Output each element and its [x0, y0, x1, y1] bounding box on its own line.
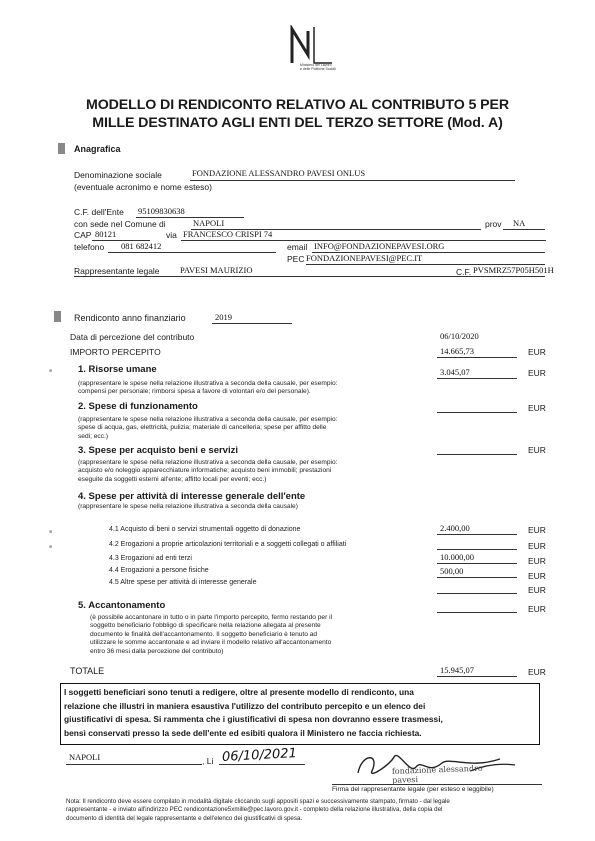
- via-field[interactable]: FRANCESCO CRISPI 74: [183, 229, 273, 239]
- sede-label: con sede nel Comune di: [74, 219, 166, 229]
- notice-line: I soggetti beneficiari sono tenuti a redigere, oltre al presente modello di rendiconto, una: [64, 687, 414, 697]
- currency-label: EUR: [528, 667, 546, 677]
- logo-line1: Ministero del Lavoro: [300, 63, 332, 67]
- s4-item-label: 4.3 Erogazioni ad enti terzi: [109, 555, 192, 562]
- s5-note-line: (è possibile accantonare in tutto o in parte l'importo percepito, fermo restando per il: [90, 614, 333, 621]
- anno-field[interactable]: 2019: [215, 312, 232, 322]
- anagrafica-heading: Anagrafica: [74, 144, 121, 154]
- title-line1: MODELLO DI RENDICONTO RELATIVO AL CONTRIBUTO 5 PER: [85, 97, 509, 113]
- date-field[interactable]: 06/10/2021: [221, 746, 298, 765]
- via-label: via: [166, 230, 177, 240]
- currency-label: EUR: [528, 541, 546, 551]
- s1-note: [78, 380, 338, 397]
- importo-label: IMPORTO PERCEPITO: [70, 347, 161, 357]
- footer-line: Nota: Il rendiconto deve essere compilato in modalità digitale cliccando sugli appositi spazi e successivamente stampato, firmato - dal legale: [66, 798, 450, 805]
- prov-label: prov: [485, 219, 502, 229]
- s1-note-line: (rappresentare le spese nella relazione illustrativa a seconda della causale, per esempio:: [78, 380, 338, 387]
- s4-item-field[interactable]: 2.400,00: [440, 523, 470, 533]
- currency-label: EUR: [528, 525, 546, 535]
- telefono-label: telefono: [74, 242, 105, 252]
- s3-note-line: eseguite da soggetti esterni all'ente; affitto locali per eventi; ecc.): [78, 475, 267, 483]
- s3-note: [78, 459, 338, 484]
- currency-label: EUR: [528, 604, 546, 614]
- currency-label: EUR: [528, 556, 546, 566]
- sede-field[interactable]: NAPOLI: [193, 218, 225, 228]
- email-label: email: [287, 242, 308, 252]
- currency-label: EUR: [528, 585, 546, 595]
- rapp-cf-field[interactable]: PVSMRZ57P05H501H: [473, 265, 554, 275]
- importo-field[interactable]: 14.665,73: [440, 346, 474, 356]
- totale-field[interactable]: 15.945,07: [440, 665, 474, 675]
- denominazione-label: Denominazione sociale: [74, 170, 162, 180]
- totale-label: TOTALE: [70, 666, 105, 676]
- currency-label: EUR: [528, 368, 546, 378]
- s2-title: 2. Spese di funzionamento: [78, 401, 198, 412]
- s4-item-field[interactable]: 10.000,00: [440, 552, 474, 562]
- notice-line: giustificativi di spesa. Si rammenta che i giustificativi di spesa non dovranno essere trasmessi,: [64, 714, 443, 724]
- section-marker: [58, 143, 65, 154]
- ministry-logo: [282, 25, 342, 80]
- rapp-label: Rappresentante legale: [74, 266, 160, 276]
- s4-item-label: 4.1 Acquisto di beni o servizi strumentali oggetto di donazione: [109, 526, 301, 533]
- s1-field[interactable]: 3.045,07: [440, 367, 470, 377]
- cap-field[interactable]: 80121: [95, 229, 117, 239]
- rapp-cf-label: C.F.: [456, 267, 472, 277]
- s4-item-label: 4.2 Erogazioni a proprie articolazioni territoriali e a soggetti collegati o affiliati: [109, 541, 347, 548]
- section-marker: [54, 311, 61, 322]
- s5-note: [90, 614, 332, 656]
- pec-label: PEC: [287, 254, 305, 264]
- foundation-stamp: fondazione alessandro pavesi: [391, 763, 483, 785]
- footer-line: rappresentante - e inviato all'indirizzo PEC rendicontazione5xmille@pec.lavoro.gov.it - completo della relazione illustrativa, della copia del: [66, 806, 443, 814]
- currency-label: EUR: [528, 347, 546, 357]
- s5-note-line: documento le finalità dell'accantonamento. Il soggetto beneficiario è tenuto ad: [90, 630, 318, 638]
- s3-title: 3. Spese per acquisto beni e servizi: [78, 445, 238, 456]
- s4-note: (rappresentare le spese nella relazione illustrativa a seconda della causale): [78, 503, 298, 510]
- s1-title: 1. Risorse umane: [78, 364, 157, 375]
- ministry-emblem-icon: [282, 25, 342, 65]
- s3-note-line: (rappresentare le spese nella relazione illustrativa a seconda della causale, per esempio:: [78, 459, 338, 466]
- page-title: [0, 96, 595, 132]
- email-field[interactable]: INFO@FONDAZIONEPAVESI.ORG: [314, 241, 445, 251]
- s3-note-line: acquisto e/o noleggio apparecchiature informatiche; acquisto beni immobili; prestazioni: [78, 467, 332, 475]
- pec-field[interactable]: FONDAZIONEPAVESI@PEC.IT: [306, 253, 423, 263]
- logo-line2: e delle Politiche Sociali: [300, 67, 336, 71]
- currency-label: EUR: [528, 571, 546, 581]
- currency-label: EUR: [528, 445, 546, 455]
- anno-label: Rendiconto anno finanziario: [74, 313, 186, 323]
- rapp-field[interactable]: PAVESI MAURIZIO: [180, 265, 253, 275]
- data-field[interactable]: 06/10/2020: [440, 331, 479, 341]
- acronimo-note: (eventuale acronimo e nome esteso): [74, 182, 212, 192]
- title-line2: MILLE DESTINATO AGLI ENTI DEL TERZO SETTORE (Mod. A): [92, 115, 503, 131]
- s5-note-line: entro 36 mesi dalla percezione del contributo): [90, 647, 224, 655]
- notice-box: [60, 683, 540, 745]
- s1-note-line: compensi per personale; rimborsi spesa a favore di volontari e/o del personale).: [78, 388, 311, 396]
- signature-caption: Firma del rappresentante legale (per esteso e leggibile): [332, 786, 494, 793]
- telefono-field[interactable]: 081 682412: [121, 241, 162, 251]
- s4-item-label: 4.5 Altre spese per attività di interesse generale: [109, 579, 257, 586]
- s2-note-line: (rappresentare le spese nella relazione illustrativa a seconda della causale, per esempio:: [78, 416, 338, 423]
- currency-label: EUR: [528, 403, 546, 413]
- s5-note-line: utilizzare le somme accantonate e ad inviare il modello relativo all'accantonamento: [90, 639, 332, 647]
- place-field[interactable]: NAPOLI: [69, 752, 101, 762]
- denominazione-field[interactable]: FONDAZIONE ALESSANDRO PAVESI ONLUS: [192, 168, 366, 178]
- footer-line: documento di identità del legale rappresentante e dell'elenco dei giustificativi di spesa.: [66, 814, 303, 822]
- prov-field[interactable]: NA: [513, 218, 526, 228]
- li-label: , Li: [202, 756, 214, 766]
- cf-label: C.F. dell'Ente: [74, 207, 124, 217]
- s2-note-line: spese di acqua, gas, elettricità, pulizia; materiale di cancelleria; spese per affitto delle: [78, 424, 327, 432]
- s2-note: [78, 416, 338, 441]
- data-label: Data di percezione del contributo: [70, 332, 195, 342]
- s4-item-label: 4.4 Erogazioni a persone fisiche: [109, 567, 209, 574]
- s5-title: 5. Accantonamento: [78, 600, 166, 611]
- s5-note-line: soggetto beneficiario l'obbligo di specificare nella relazione allegata al presente: [90, 622, 321, 630]
- notice-line: bensì conservati presso la sede dell'ente ed esibiti qualora il Ministero ne faccia richiesta.: [64, 727, 422, 738]
- s4-title: 4. Spese per attività di interesse generale dell'ente: [78, 491, 306, 502]
- s2-note-line: sedi; ecc.): [78, 432, 109, 440]
- s4-item-field[interactable]: 500,00: [440, 566, 464, 576]
- footer-note: [66, 798, 450, 823]
- cf-field[interactable]: 95109830638: [138, 206, 185, 216]
- notice-line: relazione che illustri in maniera esaustiva l'utilizzo del contributo percepito e un elenco dei: [64, 700, 426, 711]
- cap-label: CAP: [74, 230, 92, 240]
